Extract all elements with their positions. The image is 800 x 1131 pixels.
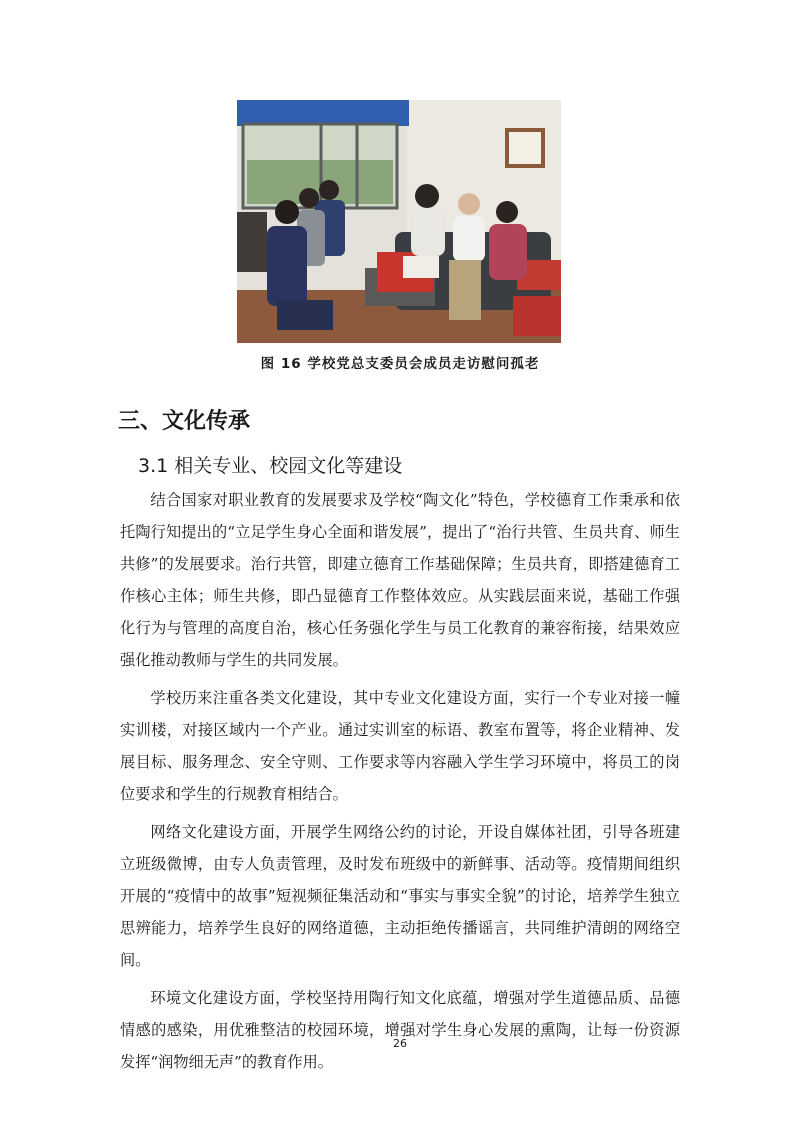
paragraph-2: 学校历来注重各类文化建设，其中专业文化建设方面，实行一个专业对接一幢实训楼，对接区域内一个产业。通过实训室的标语、教室布置等，将企业精神、发展目标、服务理念、安全守则、工作要求等内容融入学生学习环境中，将员工的岗位要求和学生的行规教育相结合。 (120, 689, 680, 803)
paragraph-4: 环境文化建设方面，学校坚持用陶行知文化底蕴，增强对学生道德品质、品德情感的感染，用优雅整洁的校园环境，增强对学生身心发展的熏陶，让每一份资源发挥“润物细无声”的教育作用。 (120, 989, 680, 1071)
section-subheading: 3.1 相关专业、校园文化等建设 (138, 455, 403, 477)
paragraph-1: 结合国家对职业教育的发展要求及学校“陶文化”特色，学校德育工作秉承和依托陶行知提出的“立足学生身心全面和谐发展”，提出了“治行共管、生员共育、师生共修”的发展要求。治行共管，即建立德育工作基础保障；生员共育，即搭建德育工作核心主体；师生共修，即凸显德育工作整体效应。从实践层面来说，基础工作强化行为与管理的高度自治，核心任务强化学生与员工化教育的兼容衔接，结果效应强化推动教师与学生的共同发展。 (120, 491, 680, 669)
section-heading: 三、文化传承 (118, 409, 251, 434)
paragraph-3: 网络文化建设方面，开展学生网络公约的讨论，开设自媒体社团，引导各班建立班级微博，由专人负责管理，及时发布班级中的新鲜事、活动等。疫情期间组织开展的“疫情中的故事”短视频征集活动和“事实与事实全貌”的讨论，培养学生独立思辨能力，培养学生良好的网络道德，主动拒绝传播谣言，共同维护清朗的网络空间。 (120, 823, 680, 969)
figure-caption: 图 16 学校党总支委员会成员走访慰问孤老 (260, 356, 540, 372)
page-number: 26 (393, 1037, 407, 1050)
body-text (120, 484, 680, 1084)
figure-photo (237, 100, 561, 343)
